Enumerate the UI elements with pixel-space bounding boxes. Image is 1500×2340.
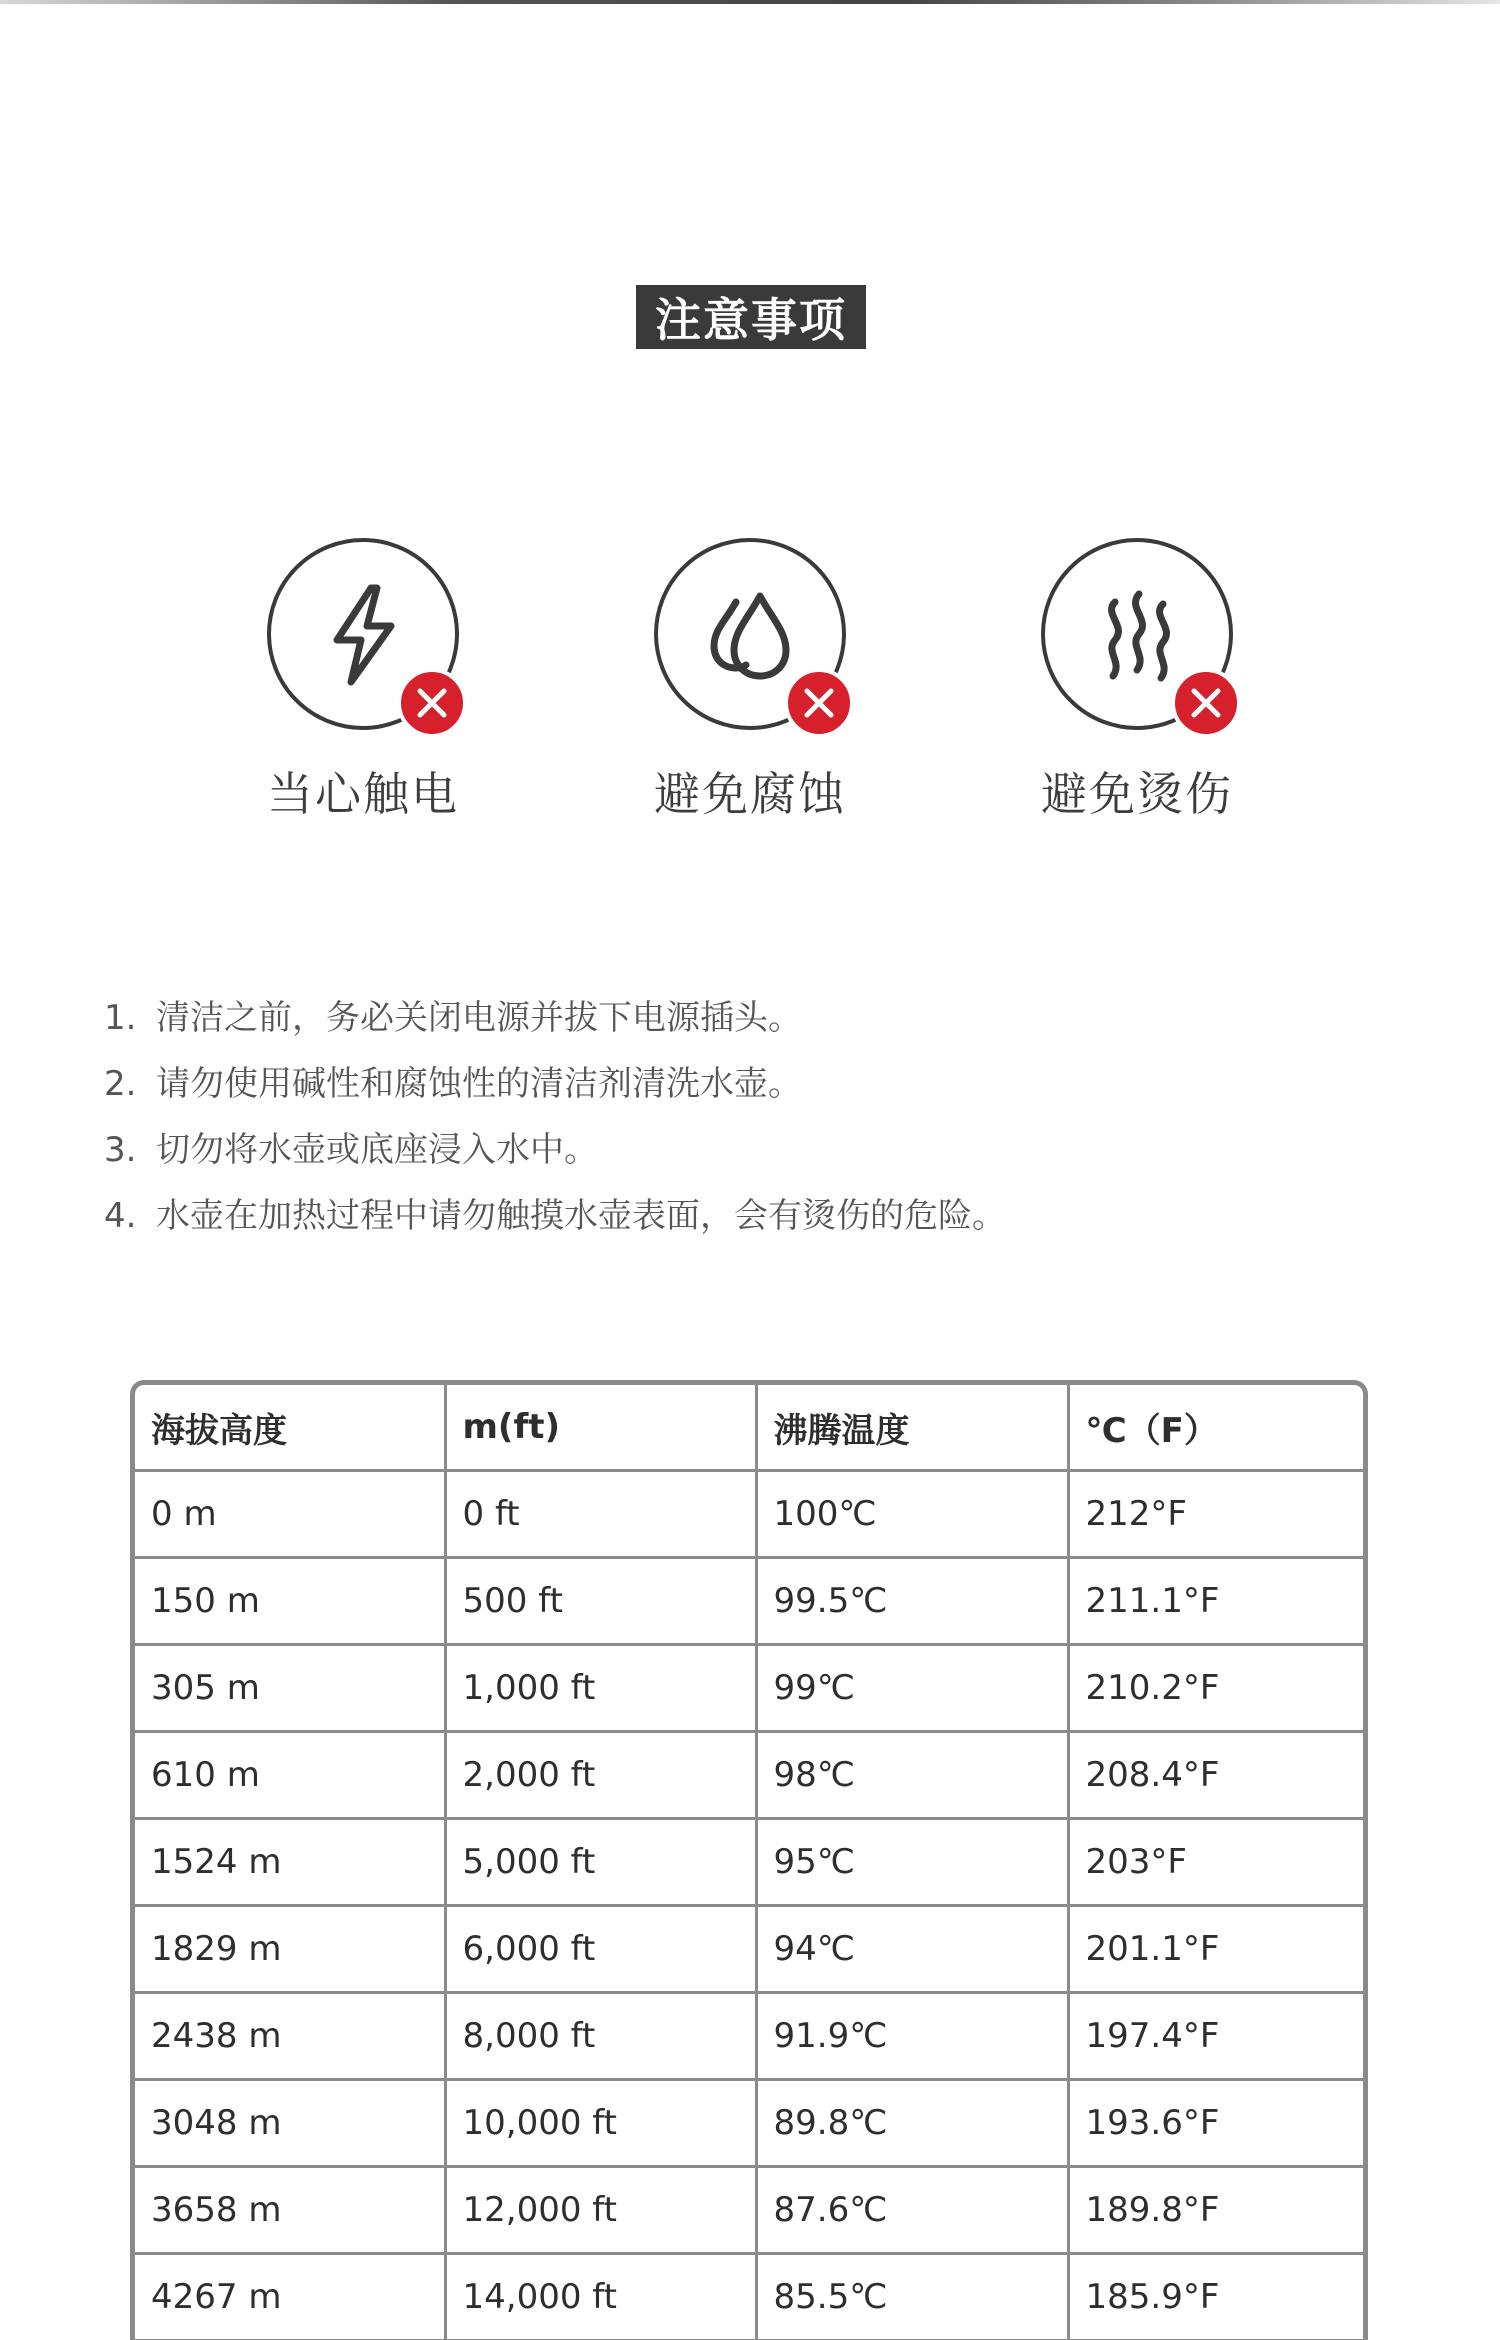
list-item-text: 请勿使用碱性和腐蚀性的清洁剂清洗水壶。 — [156, 1064, 802, 1104]
list-item — [104, 1183, 1404, 1249]
lightning-icon — [311, 582, 415, 686]
list-item-number: 2. — [104, 1051, 156, 1117]
table-cell: 100℃ — [756, 1471, 1068, 1558]
table-cell: 6,000 ft — [445, 1906, 756, 1993]
table-cell: 14,000 ft — [445, 2254, 756, 2340]
water-drops-icon — [698, 582, 802, 686]
table-row — [135, 2167, 1363, 2254]
table-cell: 203°F — [1068, 1819, 1363, 1906]
table-row — [135, 2080, 1363, 2167]
table-row — [135, 1906, 1363, 1993]
cross-icon — [397, 668, 467, 738]
icon-ring — [267, 538, 459, 730]
table-cell: 201.1°F — [1068, 1906, 1363, 1993]
warning-label: 避免腐蚀 — [620, 758, 880, 824]
page-title: 注意事项 — [636, 285, 866, 349]
table-cell: 91.9℃ — [756, 1993, 1068, 2080]
warning-electric-shock — [233, 538, 493, 824]
table-row — [135, 1645, 1363, 1732]
table-row — [135, 1732, 1363, 1819]
table-row — [135, 1471, 1363, 1558]
icon-ring — [1041, 538, 1233, 730]
table-row — [135, 1993, 1363, 2080]
table-cell: 212°F — [1068, 1471, 1363, 1558]
list-item-text: 切勿将水壶或底座浸入水中。 — [156, 1130, 598, 1170]
table-row — [135, 1819, 1363, 1906]
table-cell: 98℃ — [756, 1732, 1068, 1819]
precautions-list — [104, 985, 1404, 1249]
list-item — [104, 1051, 1404, 1117]
table-row — [135, 2254, 1363, 2340]
table-cell: 610 m — [135, 1732, 445, 1819]
header-altitude: 海拔高度 — [135, 1385, 445, 1471]
table-cell: 0 ft — [445, 1471, 756, 1558]
table-cell: 1829 m — [135, 1906, 445, 1993]
table-cell: 94℃ — [756, 1906, 1068, 1993]
table-cell: 211.1°F — [1068, 1558, 1363, 1645]
table-cell: 3048 m — [135, 2080, 445, 2167]
table-cell: 2438 m — [135, 1993, 445, 2080]
warning-corrosion — [620, 538, 880, 824]
table-cell: 2,000 ft — [445, 1732, 756, 1819]
table-cell: 4267 m — [135, 2254, 445, 2340]
table-cell: 10,000 ft — [445, 2080, 756, 2167]
list-item-number: 4. — [104, 1183, 156, 1249]
table-cell: 85.5℃ — [756, 2254, 1068, 2340]
table-cell: 150 m — [135, 1558, 445, 1645]
table-cell: 197.4°F — [1068, 1993, 1363, 2080]
cross-icon — [1171, 668, 1241, 738]
table-cell: 189.8°F — [1068, 2167, 1363, 2254]
list-item-number: 3. — [104, 1117, 156, 1183]
list-item — [104, 985, 1404, 1051]
warning-label: 当心触电 — [233, 758, 493, 824]
top-divider — [0, 0, 1500, 4]
icon-ring — [654, 538, 846, 730]
list-item-text: 清洁之前，务必关闭电源并拔下电源插头。 — [156, 998, 802, 1038]
table-cell: 1524 m — [135, 1819, 445, 1906]
table-cell: 210.2°F — [1068, 1645, 1363, 1732]
table-cell: 8,000 ft — [445, 1993, 756, 2080]
cross-icon — [784, 668, 854, 738]
table-cell: 89.8℃ — [756, 2080, 1068, 2167]
table-cell: 305 m — [135, 1645, 445, 1732]
header-boiling-temp: 沸腾温度 — [756, 1385, 1068, 1471]
warning-scalding — [1007, 538, 1267, 824]
table-cell: 95℃ — [756, 1819, 1068, 1906]
table-cell: 208.4°F — [1068, 1732, 1363, 1819]
table-cell: 99.5℃ — [756, 1558, 1068, 1645]
list-item-text: 水壶在加热过程中请勿触摸水壶表面，会有烫伤的危险。 — [156, 1196, 1006, 1236]
table-cell: 1,000 ft — [445, 1645, 756, 1732]
header-temp-unit: ℃（F） — [1068, 1385, 1363, 1471]
list-item — [104, 1117, 1404, 1183]
list-item-number: 1. — [104, 985, 156, 1051]
table-cell: 3658 m — [135, 2167, 445, 2254]
table-cell: 193.6°F — [1068, 2080, 1363, 2167]
table-cell: 500 ft — [445, 1558, 756, 1645]
table-cell: 5,000 ft — [445, 1819, 756, 1906]
table-cell: 185.9°F — [1068, 2254, 1363, 2340]
table-header-row — [135, 1385, 1363, 1471]
table-cell: 99℃ — [756, 1645, 1068, 1732]
header-altitude-unit: m(ft) — [445, 1385, 756, 1471]
boiling-point-table — [130, 1380, 1368, 2340]
table-cell: 0 m — [135, 1471, 445, 1558]
warning-label: 避免烫伤 — [1007, 758, 1267, 824]
table-row — [135, 1558, 1363, 1645]
steam-icon — [1085, 582, 1189, 686]
table-cell: 87.6℃ — [756, 2167, 1068, 2254]
table-cell: 12,000 ft — [445, 2167, 756, 2254]
